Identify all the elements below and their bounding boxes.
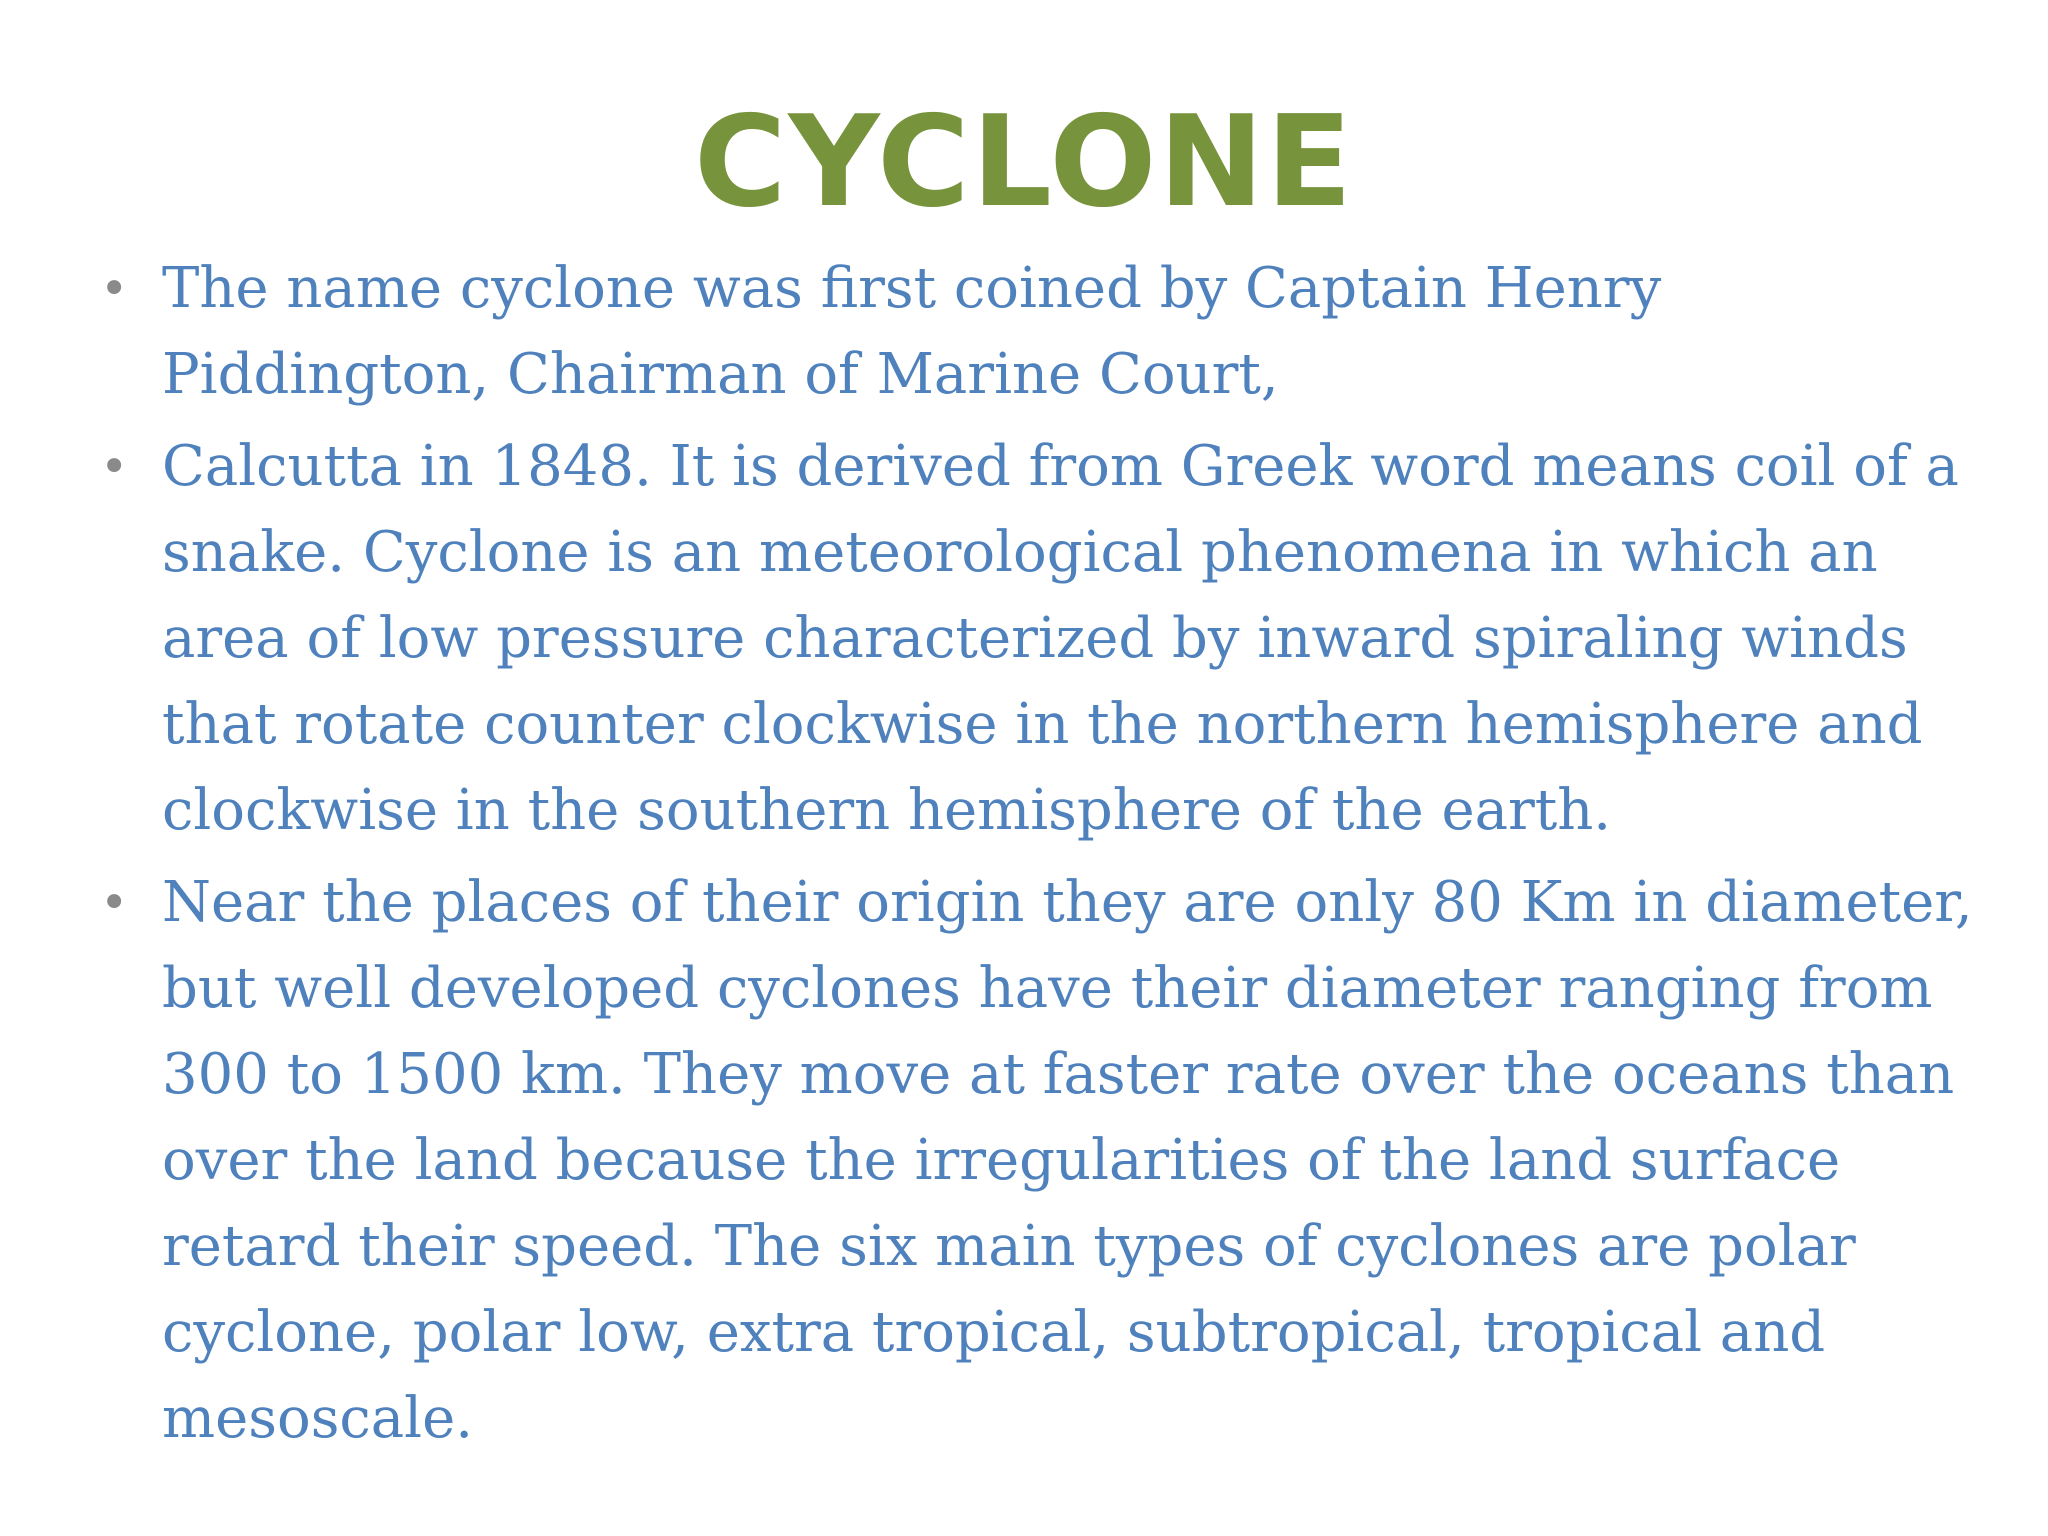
bullet-text: Calcutta in 1848. It is derived from Greek word means coil of a snake. Cyclone is an meteorological phenomena in which an area of low pressure characterized by inward spiraling winds that rotate counter clockwise in the northern hemisphere and clockwise in the southern hemisphere of the earth. [162,434,1959,843]
bullet-item [96,246,1996,418]
bullet-text: Near the places of their origin they are only 80 Km in diameter, but well developed cyclones have their diameter ranging from 300 to 1500 km. They move at faster rate over the oceans than over the land because the irregularities of the land surface retard their speed. The six main types of cyclones are polar cyclone, polar low, extra tropical, subtropical, tropical and mesoscale. [162,870,1973,1451]
bullet-text: The name cyclone was first coined by Captain Henry Piddington, Chairman of Marine Court, [162,256,1662,407]
slide-title: CYCLONE [693,88,1355,235]
bullet-list [96,246,1996,1468]
bullet-point-icon: • [100,439,129,495]
bullet-point-icon: • [100,875,129,931]
bullet-item [96,424,1996,854]
bullet-item [96,860,1996,1462]
bullet-point-icon: • [100,261,129,317]
